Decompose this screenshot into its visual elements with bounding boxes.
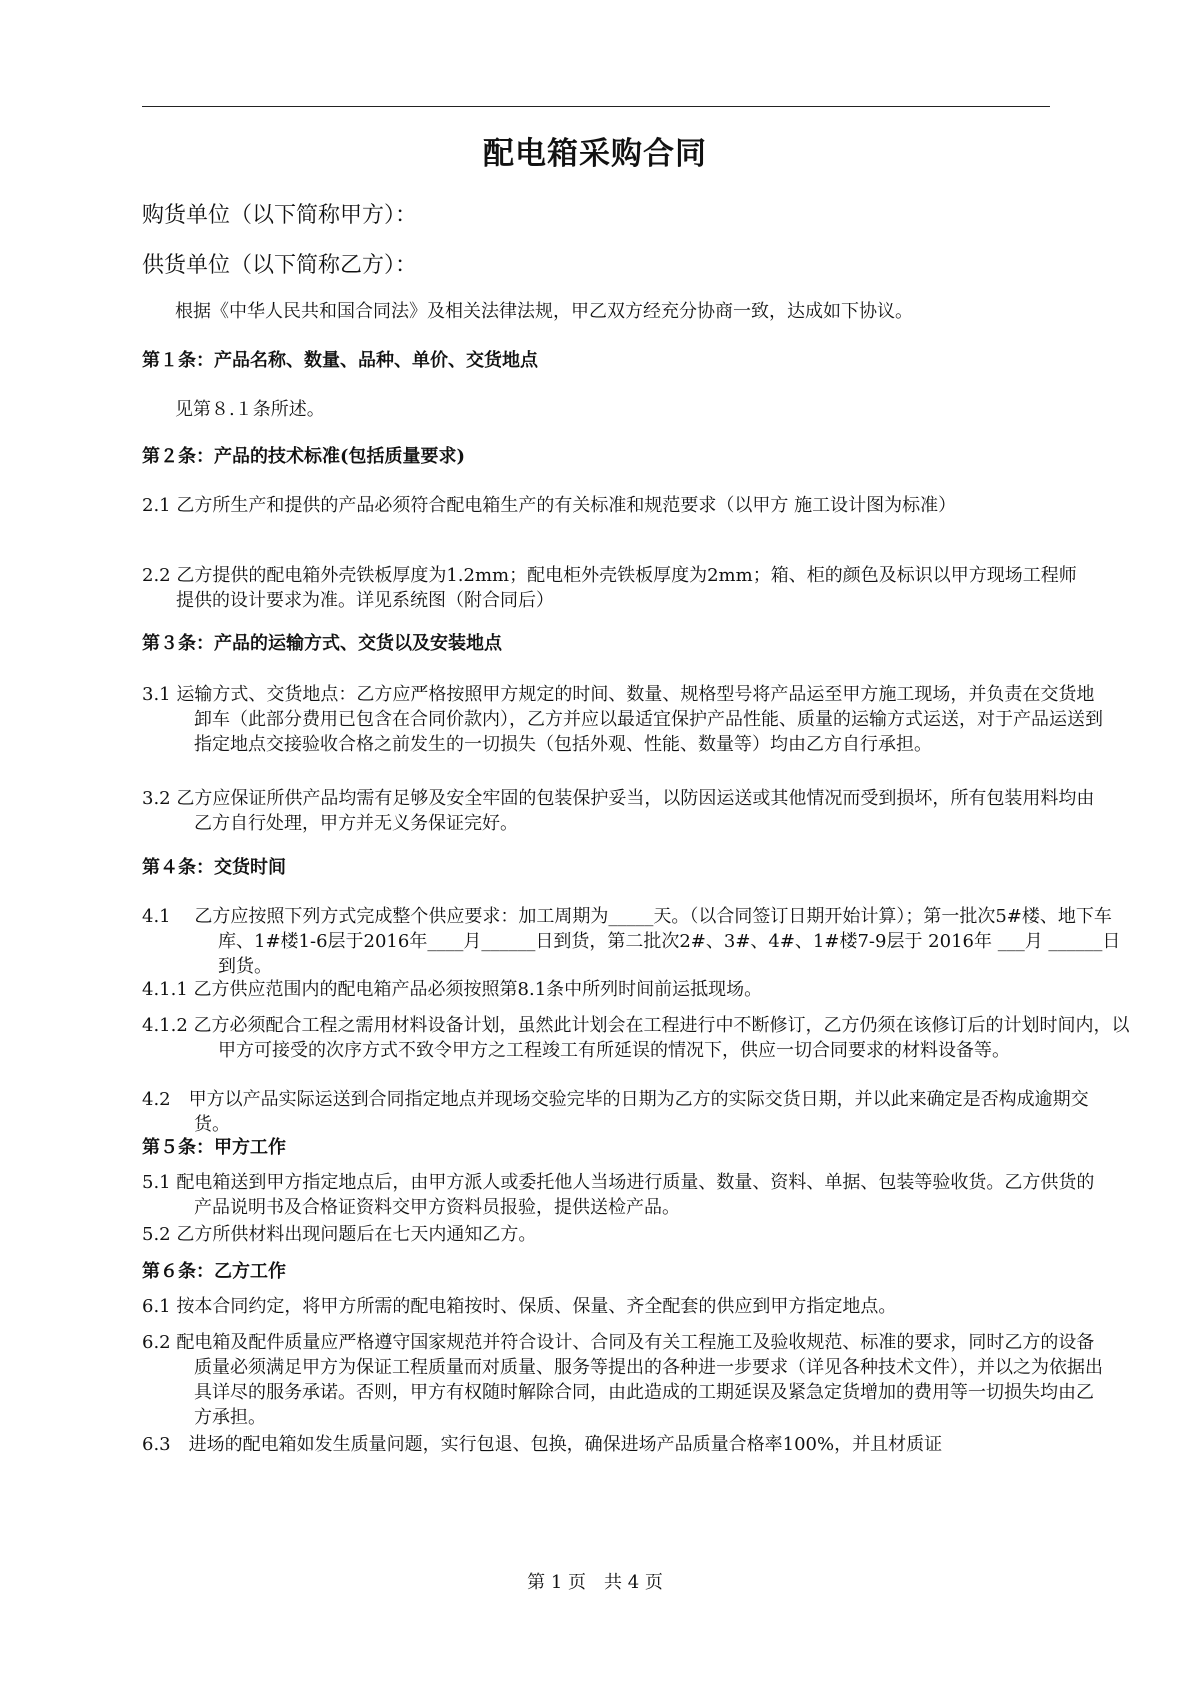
clause-5-2: 5.2 乙方所供材料出现问题后在七天内通知乙方。 [142,1224,537,1245]
clause-2-1: 2.1 乙方所生产和提供的产品必须符合配电箱生产的有关标准和规范要求（以甲方 施工设计图为标准） [142,495,957,516]
article-6-heading: 第６条：乙方工作 [142,1261,286,1282]
header-rule [142,106,1050,107]
article-2-heading: 第２条：产品的技术标准(包括质量要求) [142,446,466,467]
intro-paragraph: 根据《中华人民共和国合同法》及相关法律法规，甲乙双方经充分协商一致，达成如下协议。 [175,301,913,322]
clause-6-2: 6.2 配电箱及配件质量应严格遵守国家规范并符合设计、合同及有关工程施工及验收规范、标准的要求，同时乙方的设备质量必须满足甲方为保证工程质量而对质量、服务等提出的各种进一步要求（详见各种技术文件），并以之为依据出具详尽的服务承诺。否则，甲方有权随时解除合同，由此造成的工期延误及紧急定货增加的费用等一切损失均由乙方承担。 [142,1332,1103,1428]
clause-4-1: 4.1 乙方应按照下列方式完成整个供应要求：加工周期为_____天。（以合同签订日期开始计算）；第一批次5#楼、地下车库、1#楼1-6层于2016年____月______日到货，第二批次2#、3#、4#、1#楼7-9层于 2016年 ___月 ______日到货。 [142,906,1121,977]
clause-6-3: 6.3 进场的配电箱如发生质量问题，实行包退、包换，确保进场产品质量合格率100%，并且材质证 [142,1434,943,1455]
clause-3-2: 3.2 乙方应保证所供产品均需有足够及安全牢固的包装保护妥当，以防因运送或其他情况而受到损坏，所有包装用料均由乙方自行处理，甲方并无义务保证完好。 [142,788,1095,834]
article-1-heading: 第１条：产品名称、数量、品种、单价、交货地点 [142,350,538,371]
article-3-heading: 第３条：产品的运输方式、交货以及安装地点 [142,633,502,654]
buyer-line: 购货单位（以下简称甲方）： [142,203,418,228]
page-footer: 第 1 页 共 4 页 [527,1572,663,1593]
article-5-heading: 第５条：甲方工作 [142,1137,286,1158]
supplier-line: 供货单位（以下简称乙方）： [142,253,418,278]
article-1-text: 见第８.１条所述。 [175,399,325,420]
clause-4-1-2: 4.1.2 乙方必须配合工程之需用材料设备计划，虽然此计划会在工程进行中不断修订，乙方仍须在该修订后的计划时间内，以甲方可接受的次序方式不致令甲方之工程竣工有所延误的情况下，供应一切合同要求的材料设备等。 [142,1015,1130,1061]
clause-3-1: 3.1 运输方式、交货地点：乙方应严格按照甲方规定的时间、数量、规格型号将产品运至甲方施工现场，并负责在交货地卸车（此部分费用已包含在合同价款内），乙方并应以最适宜保护产品性能、质量的运输方式运送，对于产品运送到指定地点交接验收合格之前发生的一切损失（包括外观、性能、数量等）均由乙方自行承担。 [142,684,1103,755]
clause-2-2: 2.2 乙方提供的配电箱外壳铁板厚度为1.2mm；配电柜外壳铁板厚度为2mm；箱、柜的颜色及标识以甲方现场工程师提供的设计要求为准。详见系统图（附合同后） [142,565,1077,611]
document-title: 配电箱采购合同 [483,136,707,172]
article-4-heading: 第４条：交货时间 [142,857,286,878]
clause-6-1: 6.1 按本合同约定，将甲方所需的配电箱按时、保质、保量、齐全配套的供应到甲方指定地点。 [142,1296,897,1317]
clause-5-1: 5.1 配电箱送到甲方指定地点后，由甲方派人或委托他人当场进行质量、数量、资料、单据、包装等验收货。乙方供货的产品说明书及合格证资料交甲方资料员报验，提供送检产品。 [142,1172,1095,1218]
clause-4-2: 4.2 甲方以产品实际运送到合同指定地点并现场交验完毕的日期为乙方的实际交货日期，并以此来确定是否构成逾期交货。 [142,1089,1089,1135]
clause-4-1-1: 4.1.1 乙方供应范围内的配电箱产品必须按照第8.1条中所列时间前运抵现场。 [142,979,763,1000]
